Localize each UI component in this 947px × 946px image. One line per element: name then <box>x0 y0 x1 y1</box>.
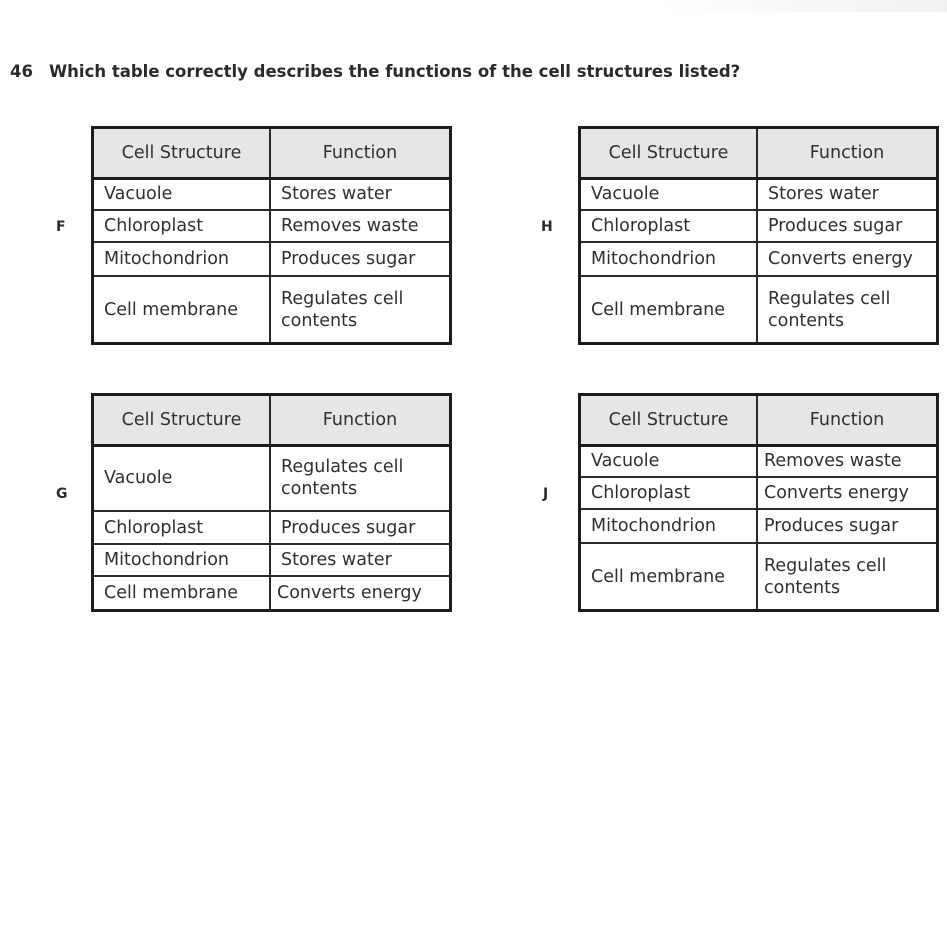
table-row <box>94 544 449 576</box>
header-function: Function <box>757 396 936 445</box>
table-row <box>94 242 449 276</box>
table-row <box>94 276 449 342</box>
structure-cell: Cell membrane <box>581 276 757 342</box>
option-table-g[interactable] <box>91 393 452 612</box>
header-function: Function <box>270 396 449 445</box>
function-cell: Stores water <box>270 544 449 576</box>
function-cell: Produces sugar <box>270 242 449 276</box>
function-cell: Converts energy <box>270 576 449 609</box>
question-number: 46 <box>10 62 33 81</box>
structure-cell: Vacuole <box>581 178 757 210</box>
question-stem <box>10 62 740 81</box>
header-cell-structure: Cell Structure <box>94 396 270 445</box>
structure-cell: Mitochondrion <box>94 242 270 276</box>
structure-cell: Cell membrane <box>94 576 270 609</box>
table-row <box>581 543 936 609</box>
table-row <box>581 509 936 543</box>
option-letter-f[interactable]: F <box>56 219 66 235</box>
header-function: Function <box>757 129 936 178</box>
option-table-j[interactable] <box>578 393 939 612</box>
structure-cell: Chloroplast <box>94 210 270 242</box>
table-row <box>94 445 449 511</box>
header-cell-structure: Cell Structure <box>94 129 270 178</box>
function-cell: Converts energy <box>757 477 936 509</box>
function-cell: Stores water <box>757 178 936 210</box>
table-row <box>94 210 449 242</box>
header-cell-structure: Cell Structure <box>581 129 757 178</box>
table-row <box>581 445 936 477</box>
function-cell: Regulates cell contents <box>270 276 449 342</box>
top-edge <box>0 0 947 12</box>
header-cell-structure: Cell Structure <box>581 396 757 445</box>
structure-cell: Cell membrane <box>581 543 757 609</box>
structure-cell: Vacuole <box>94 445 270 511</box>
function-cell: Produces sugar <box>270 511 449 544</box>
function-cell: Removes waste <box>270 210 449 242</box>
function-cell: Regulates cell contents <box>270 445 449 511</box>
table-row <box>581 242 936 276</box>
structure-cell: Mitochondrion <box>581 509 757 543</box>
function-cell: Removes waste <box>757 445 936 477</box>
table-row <box>94 576 449 609</box>
function-cell: Converts energy <box>757 242 936 276</box>
question-text: Which table correctly describes the functions of the cell structures listed? <box>48 62 741 81</box>
structure-cell: Mitochondrion <box>581 242 757 276</box>
header-function: Function <box>270 129 449 178</box>
table-row <box>581 210 936 242</box>
table-row <box>94 511 449 544</box>
table-row <box>581 178 936 210</box>
table-row <box>94 178 449 210</box>
structure-cell: Chloroplast <box>581 210 757 242</box>
table-row <box>581 477 936 509</box>
option-letter-g[interactable]: G <box>56 486 68 502</box>
function-cell: Produces sugar <box>757 210 936 242</box>
structure-cell: Mitochondrion <box>94 544 270 576</box>
option-letter-j[interactable]: J <box>543 486 549 502</box>
function-cell: Produces sugar <box>757 509 936 543</box>
option-table-f[interactable] <box>91 126 452 345</box>
structure-cell: Cell membrane <box>94 276 270 342</box>
structure-cell: Chloroplast <box>94 511 270 544</box>
option-letter-h[interactable]: H <box>541 219 553 235</box>
structure-cell: Vacuole <box>94 178 270 210</box>
function-cell: Stores water <box>270 178 449 210</box>
function-cell: Regulates cell contents <box>757 543 936 609</box>
option-table-h[interactable] <box>578 126 939 345</box>
structure-cell: Vacuole <box>581 445 757 477</box>
structure-cell: Chloroplast <box>581 477 757 509</box>
function-cell: Regulates cell contents <box>757 276 936 342</box>
table-row <box>581 276 936 342</box>
